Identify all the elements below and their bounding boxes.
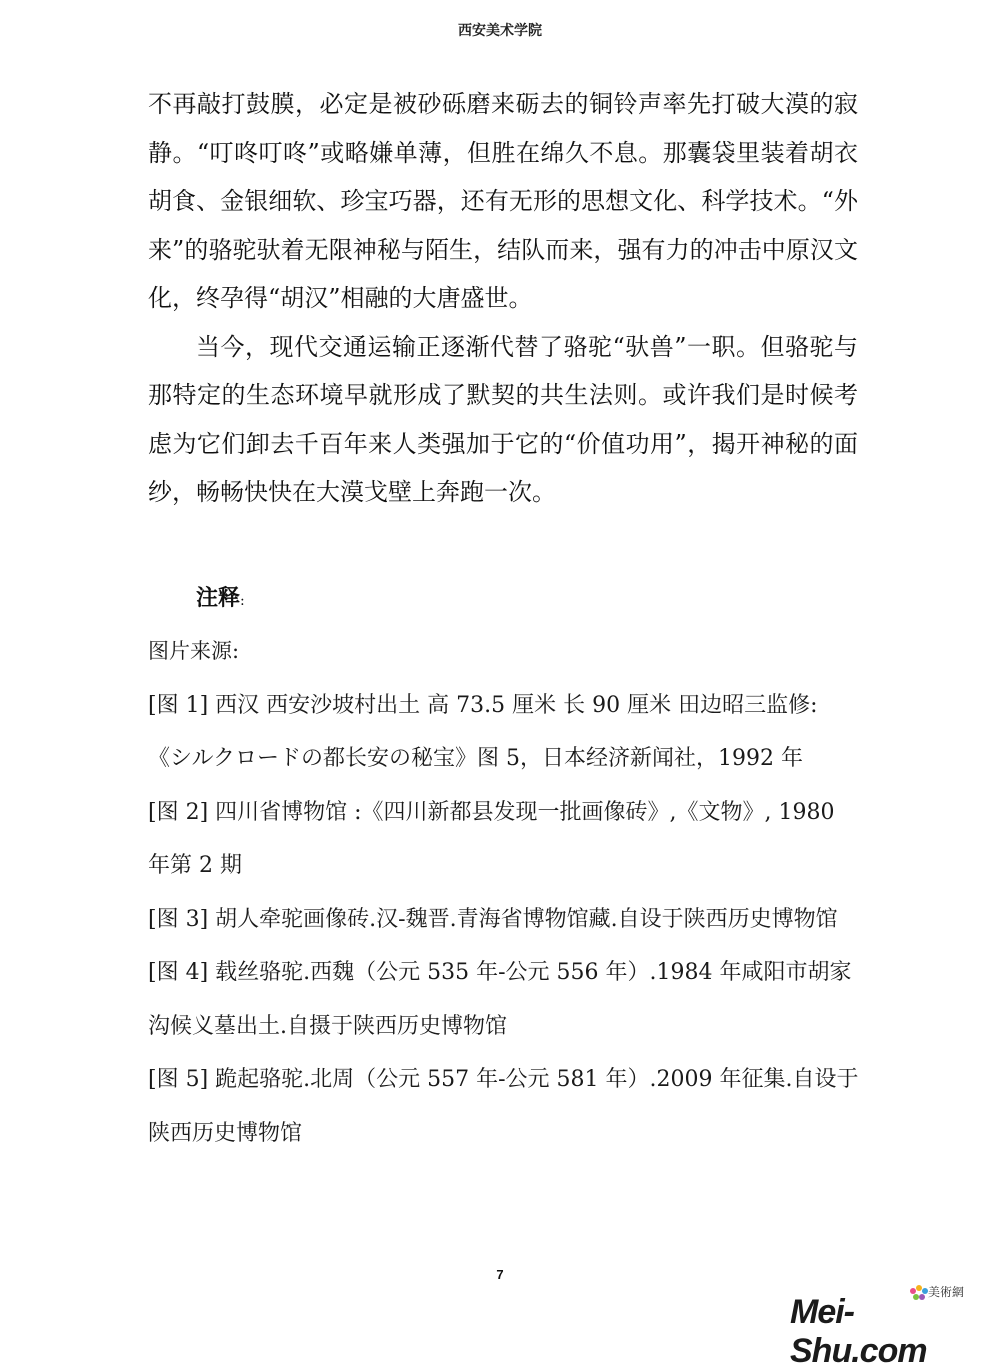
paragraph-1: 不再敲打鼓膜，必定是被砂砾磨来砺去的铜铃声率先打破大漠的寂静。“叮咚叮咚”或略嫌单薄，但胜在绵久不息。那囊袋里装着胡衣胡食、金银细软、珍宝巧器，还有无形的思想文化、科学技术。“外来”的骆驼驮着无限神秘与陌生，结队而来，强有力的冲击中原汉文化，终孕得“胡汉”相融的大唐盛世。 xyxy=(148,90,858,312)
notes-heading-label: 注释 xyxy=(196,585,241,611)
note-item-2: [图 2] 四川省博物馆 :《四川新都县发现一批画像砖》,《文物》, 1980 年第 2 期 xyxy=(148,799,835,878)
note-item-3: [图 3] 胡人牵驼画像砖.汉-魏晋.青海省博物馆藏.自设于陕西历史博物馆 xyxy=(148,906,838,932)
body-text xyxy=(148,80,858,517)
notes-list xyxy=(148,625,860,1160)
note-item-4: [图 4] 载丝骆驼.西魏（公元 535 年-公元 556 年）.1984 年咸阳市胡家沟候义墓出土.自摄于陕西历史博物馆 xyxy=(148,960,852,1039)
paragraph-2: 当今，现代交通运输正逐渐代替了骆驼“驮兽”一职。但骆驼与那特定的生态环境早就形成了默契的共生法则。或许我们是时候考虑为它们卸去千百年来人类强加于它的“价值功用”，揭开神秘的面纱，畅畅快快在大漠戈壁上奔跑一次。 xyxy=(148,332,858,506)
note-item-1: [图 1] 西汉 西安沙坡村出土 高 73.5 厘米 长 90 厘米 田边昭三监修:《シルクロードの都长安の秘宝》图 5，日本经济新闻社，1992 年 xyxy=(148,692,818,771)
notes-heading xyxy=(196,580,245,619)
page-number: 7 xyxy=(496,1267,504,1282)
source-label: 图片来源: xyxy=(148,639,240,663)
notes-heading-colon: : xyxy=(240,593,245,609)
watermark-cn: 美術網 xyxy=(927,1285,964,1299)
page-header: 西安美术学院 xyxy=(458,23,542,39)
note-item-5: [图 5] 跪起骆驼.北周（公元 557 年-公元 581 年）.2009 年征集.自设于陕西历史博物馆 xyxy=(148,1067,859,1146)
watermark-logo xyxy=(790,1283,990,1370)
watermark-en: Mei-Shu.com xyxy=(790,1293,927,1370)
